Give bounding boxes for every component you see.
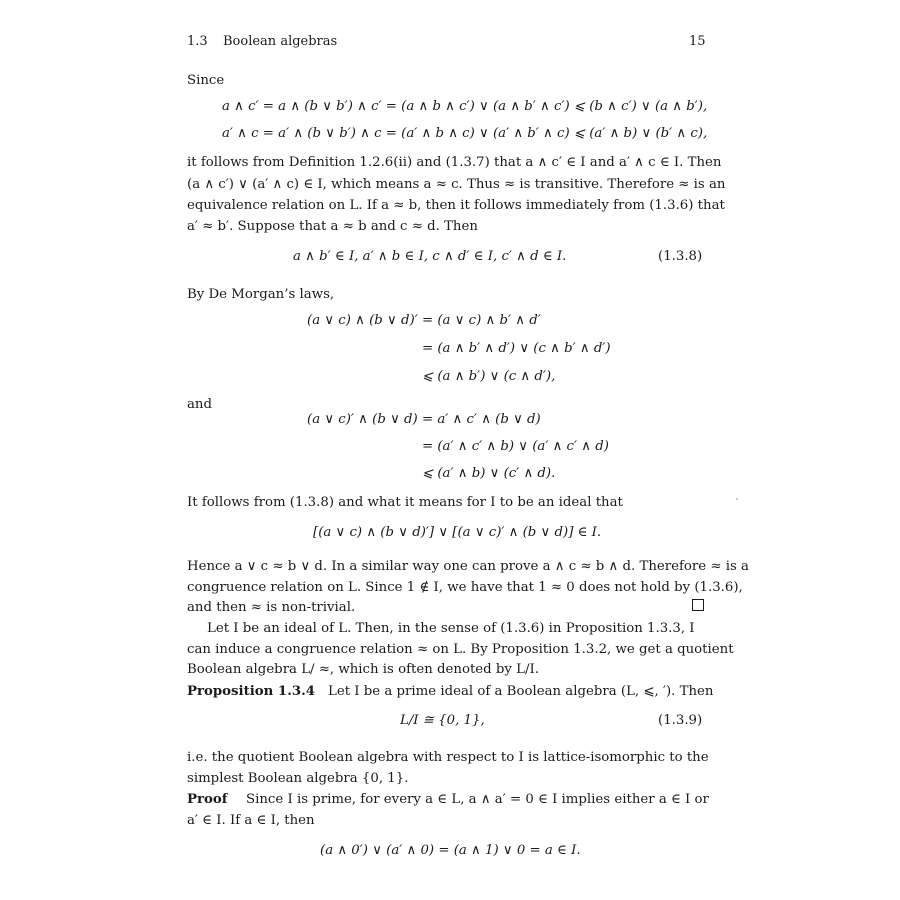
de-morgan-2-row-2: = (a′ ∧ c′ ∧ b) ∨ (a′ ∧ c′ ∧ d) xyxy=(422,439,609,454)
paragraph-line: it follows from Definition 1.2.6(ii) and (1.3.7) that a ∧ c′ ∈ I and a′ ∧ c ∈ I. Then xyxy=(187,155,722,170)
proposition-label: Proposition 1.3.4 xyxy=(187,684,315,699)
text-and: and xyxy=(187,397,213,412)
de-morgan-2-row-1: = a′ ∧ c′ ∧ (b ∨ d) xyxy=(422,412,541,427)
de-morgan-1-row-3: ⩽ (a ∧ b′) ∨ (c ∧ d′), xyxy=(422,369,556,384)
equation-number-1-3-9: (1.3.9) xyxy=(658,713,703,728)
paragraph-line: Boolean algebra L/ ≈, which is often denoted by L/I. xyxy=(187,662,539,677)
text-since: Since xyxy=(187,73,225,88)
equation-since-2: a′ ∧ c = a′ ∧ (b ∨ b′) ∧ c = (a′ ∧ b ∧ c) ∨ (a′ ∧ b′ ∧ c) ⩽ (a′ ∧ b) ∨ (b′ ∧ c), xyxy=(222,126,708,141)
scan-speck xyxy=(736,498,738,500)
paragraph-line: equivalence relation on L. If a ≈ b, then it follows immediately from (1.3.6) that xyxy=(187,198,725,213)
equation-since-1: a ∧ c′ = a ∧ (b ∨ b′) ∧ c′ = (a ∧ b ∧ c′) ∨ (a ∧ b′ ∧ c′) ⩽ (b ∧ c′) ∨ (a ∧ b′), xyxy=(222,99,708,114)
proof-label: Proof xyxy=(187,792,228,807)
header-section-number: 1.3 xyxy=(187,34,208,49)
proof-line: Since I is prime, for every a ∈ L, a ∧ a′ = 0 ∈ I implies either a ∈ I or xyxy=(246,792,709,807)
equation-1-3-9: L/I ≅ {0, 1}, xyxy=(400,713,485,728)
paragraph-line: and then ≈ is non-trivial. xyxy=(187,600,356,615)
paragraph-line: a′ ≈ b′. Suppose that a ≈ b and c ≈ d. Then xyxy=(187,219,478,234)
de-morgan-2-row-3: ⩽ (a′ ∧ b) ∨ (c′ ∧ d). xyxy=(422,466,556,481)
equation-1-3-8: a ∧ b′ ∈ I, a′ ∧ b ∈ I, c ∧ d′ ∈ I, c′ ∧ d ∈ I. xyxy=(293,249,567,264)
paragraph-line: Hence a ∨ c ≈ b ∨ d. In a similar way one can prove a ∧ c ≈ b ∧ d. Therefore ≈ is a xyxy=(187,559,749,574)
equation-ideal: [(a ∨ c) ∧ (b ∨ d)′] ∨ [(a ∨ c)′ ∧ (b ∨ d)] ∈ I. xyxy=(313,525,602,540)
page-number: 15 xyxy=(689,34,706,49)
qed-square-icon xyxy=(692,599,704,611)
paragraph-line: Let I be an ideal of L. Then, in the sense of (1.3.6) in Proposition 1.3.3, I xyxy=(207,621,695,636)
proof-line: a′ ∈ I. If a ∈ I, then xyxy=(187,813,315,828)
equation-final: (a ∧ 0′) ∨ (a′ ∧ 0) = (a ∧ 1) ∨ 0 = a ∈ I. xyxy=(320,843,581,858)
paragraph-line: (a ∧ c′) ∨ (a′ ∧ c) ∈ I, which means a ≈ c. Thus ≈ is transitive. Therefore ≈ is an xyxy=(187,177,726,192)
text-it-follows: It follows from (1.3.8) and what it means for I to be an ideal that xyxy=(187,495,623,510)
de-morgan-2-lhs: (a ∨ c)′ ∧ (b ∨ d) xyxy=(307,412,418,427)
equation-number-1-3-8: (1.3.8) xyxy=(658,249,703,264)
paragraph-line: congruence relation on L. Since 1 ∉ I, we have that 1 ≈ 0 does not hold by (1.3.6), xyxy=(187,580,743,595)
paragraph-line: simplest Boolean algebra {0, 1}. xyxy=(187,771,409,786)
paragraph-line: i.e. the quotient Boolean algebra with respect to I is lattice-isomorphic to the xyxy=(187,750,709,765)
de-morgan-1-row-2: = (a ∧ b′ ∧ d′) ∨ (c ∧ b′ ∧ d′) xyxy=(422,341,611,356)
header-section-title: Boolean algebras xyxy=(223,34,338,49)
de-morgan-1-row-1: = (a ∨ c) ∧ b′ ∧ d′ xyxy=(422,313,541,328)
de-morgan-1-lhs: (a ∨ c) ∧ (b ∨ d)′ xyxy=(307,313,418,328)
paragraph-line: can induce a congruence relation ≈ on L. By Proposition 1.3.2, we get a quotient xyxy=(187,642,734,657)
proposition-text: Let I be a prime ideal of a Boolean algebra (L, ⩽, ′). Then xyxy=(328,684,714,699)
text-de-morgan: By De Morgan’s laws, xyxy=(187,287,335,302)
